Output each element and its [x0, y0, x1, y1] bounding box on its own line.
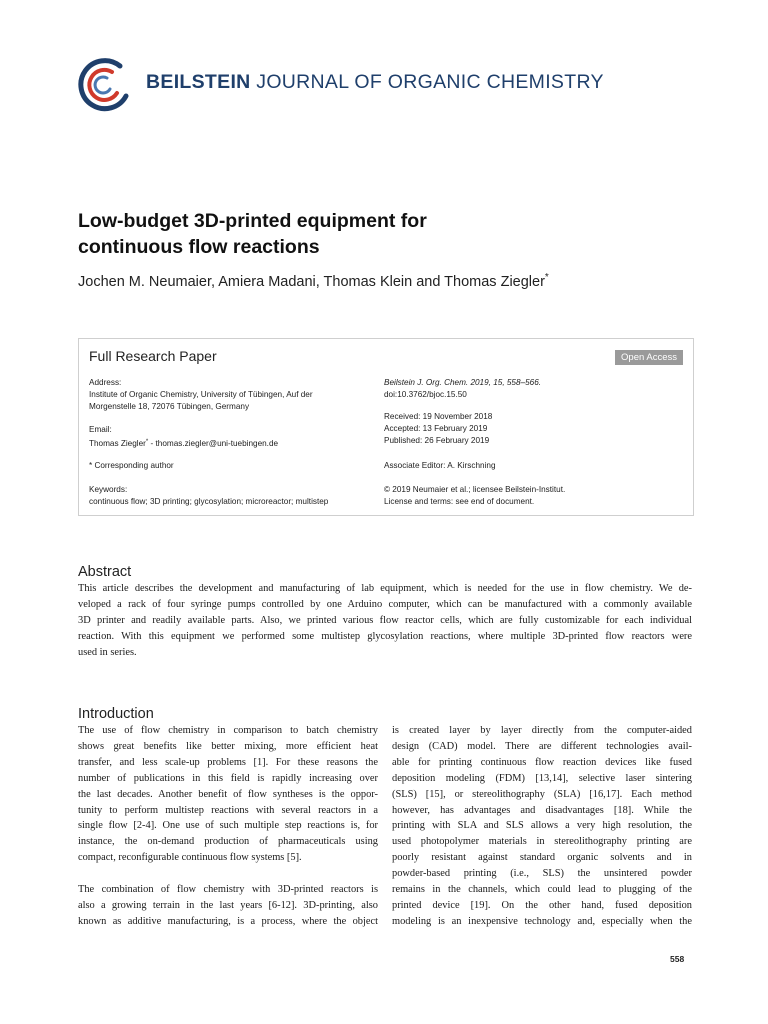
- intro-column-1-paragraph-1: [78, 723, 378, 866]
- article-title: [78, 208, 678, 260]
- body-line: single flow [2-4]. One use of such multiple step reactions is, for: [78, 820, 378, 832]
- abstract-line: This article describes the development and manufacturing of lab equipment, which is needed for the use in flow chemistry. We de-: [78, 583, 692, 594]
- address-line-1: Institute of Organic Chemistry, University of Tübingen, Auf der: [89, 390, 313, 399]
- keywords-label: Keywords:: [89, 485, 128, 494]
- body-line: able for printing continuous flow reaction devices like fused: [392, 756, 692, 768]
- keywords-list: continuous flow; 3D printing; glycosylation; microreactor; multistep: [89, 497, 329, 506]
- email-label: Email:: [89, 425, 112, 434]
- corresponding-mark: *: [544, 272, 549, 283]
- body-line: compact, reconfigurable continuous flow systems [5].: [78, 852, 302, 864]
- accepted-date: Accepted: 13 February 2019: [384, 424, 488, 433]
- corresponding-text: * Corresponding author: [89, 461, 174, 470]
- body-line: known as additive manufacturing, is a process, where the object: [78, 915, 378, 927]
- body-line: tunity to perform multistep reactions with several reactors in a: [78, 804, 378, 816]
- address-label: Address:: [89, 378, 122, 387]
- authors-text: Jochen M. Neumaier, Amiera Madani, Thomas Klein and Thomas Ziegler: [78, 274, 545, 290]
- article-info-box: [78, 338, 694, 516]
- editor-block: [384, 460, 684, 472]
- body-line: design (CAD) model. There are different technologies avail-: [392, 740, 692, 752]
- received-date: Received: 19 November 2018: [384, 412, 493, 421]
- body-line: printed device [19]. On the other hand, fused deposition: [392, 899, 692, 911]
- body-line: instance, the on-demand production of pharmaceuticals using: [78, 836, 378, 848]
- abstract-body: [78, 581, 692, 661]
- body-line: however, has advantages and disadvantages [18]. While the: [392, 804, 692, 816]
- intro-column-1-paragraph-2: [78, 882, 378, 930]
- body-line: shows great benefits like better mixing, more efficient heat: [78, 740, 378, 752]
- abstract-line: used in series.: [78, 646, 137, 658]
- license-block: [384, 484, 684, 508]
- body-line: also a growing terrain in the last years [6-12]. 3D-printing, also: [78, 899, 378, 911]
- abstract-line: 3D printer and readily available parts. Also, we printed various flow reactor cells, which are fully customizable for each individual: [78, 614, 692, 626]
- body-line: transfer, and less scale-up problems [1]. For these reasons the: [78, 756, 378, 768]
- title-line-1: Low-budget 3D-printed equipment for: [78, 210, 427, 232]
- email-address-link[interactable]: - thomas.ziegler@uni-tuebingen.de: [148, 439, 279, 448]
- journal-name: [146, 71, 604, 94]
- email-mark: *: [145, 439, 149, 445]
- citation-block: [384, 377, 684, 401]
- author-list: [78, 272, 549, 290]
- abstract-line: veloped a rack of four syringe pumps controlled by one Arduino computer, which can be manufactured with a commonly available: [78, 598, 692, 610]
- body-line: printing with SLA and SLS allows a very high resolution, the: [392, 820, 692, 832]
- published-date: Published: 26 February 2019: [384, 436, 490, 445]
- body-line: the last decades. Another benefit of flow syntheses is the oppor-: [78, 788, 378, 800]
- dates-block: [384, 411, 684, 447]
- title-line-2: continuous flow reactions: [78, 236, 320, 258]
- body-line: (SLS) [15], or stereolithography (SLA) [16,17]. Each method: [392, 788, 692, 800]
- open-access-badge: Open Access: [615, 350, 683, 365]
- journal-logo-icon: [76, 56, 134, 114]
- citation: Beilstein J. Org. Chem. 2019, 15, 558–566.: [384, 378, 542, 387]
- journal-name-bold: BEILSTEIN: [146, 71, 251, 93]
- copyright: © 2019 Neumaier et al.; licensee Beilstein-Institut.: [384, 485, 566, 494]
- abstract-heading: Abstract: [78, 564, 132, 580]
- body-line: The combination of flow chemistry with 3D-printed reactors is: [78, 884, 378, 895]
- body-line: number of publications in this field is rapidly increasing over: [78, 772, 378, 784]
- abstract-line: reaction. With this equipment we performed some multistep glycosylation reactions, where multiple 3D-printed flow reactors were: [78, 630, 692, 642]
- address-block: [89, 377, 369, 413]
- associate-editor: Associate Editor: A. Kirschning: [384, 461, 496, 470]
- body-line: is created layer by layer directly from the computer-aided: [392, 725, 692, 736]
- body-line: deposition modeling (FDM) [13,14], selective laser sintering: [392, 772, 692, 784]
- page-number: 558: [670, 954, 685, 964]
- body-line: remains in the channels, which could lead to plugging of the: [392, 884, 692, 896]
- body-line: powder-based printing (i.e., SLS) the unsintered powder: [392, 868, 692, 880]
- body-line: The use of flow chemistry in comparison to batch chemistry: [78, 725, 378, 736]
- body-line: used photopolymer materials in stereolithography printing are: [392, 836, 692, 848]
- body-line: modeling is an inexpensive technology and, especially when the: [392, 915, 692, 927]
- address-line-2: Morgenstelle 18, 72076 Tübingen, Germany: [89, 402, 250, 411]
- corresponding-note: [89, 460, 369, 472]
- email-line: [89, 436, 369, 450]
- email-name: Thomas Ziegler: [89, 439, 146, 448]
- keywords-block: [89, 484, 369, 508]
- paper-type: Full Research Paper: [89, 348, 217, 364]
- introduction-heading: Introduction: [78, 706, 154, 722]
- doi-link[interactable]: doi:10.3762/bjoc.15.50: [384, 390, 467, 399]
- license-link[interactable]: License and terms: see end of document.: [384, 497, 535, 506]
- email-block: [89, 424, 369, 450]
- body-line: poorly resistant against standard organic solvents and in: [392, 852, 692, 864]
- intro-column-2: [392, 723, 692, 930]
- journal-name-rest: JOURNAL OF ORGANIC CHEMISTRY: [250, 71, 604, 93]
